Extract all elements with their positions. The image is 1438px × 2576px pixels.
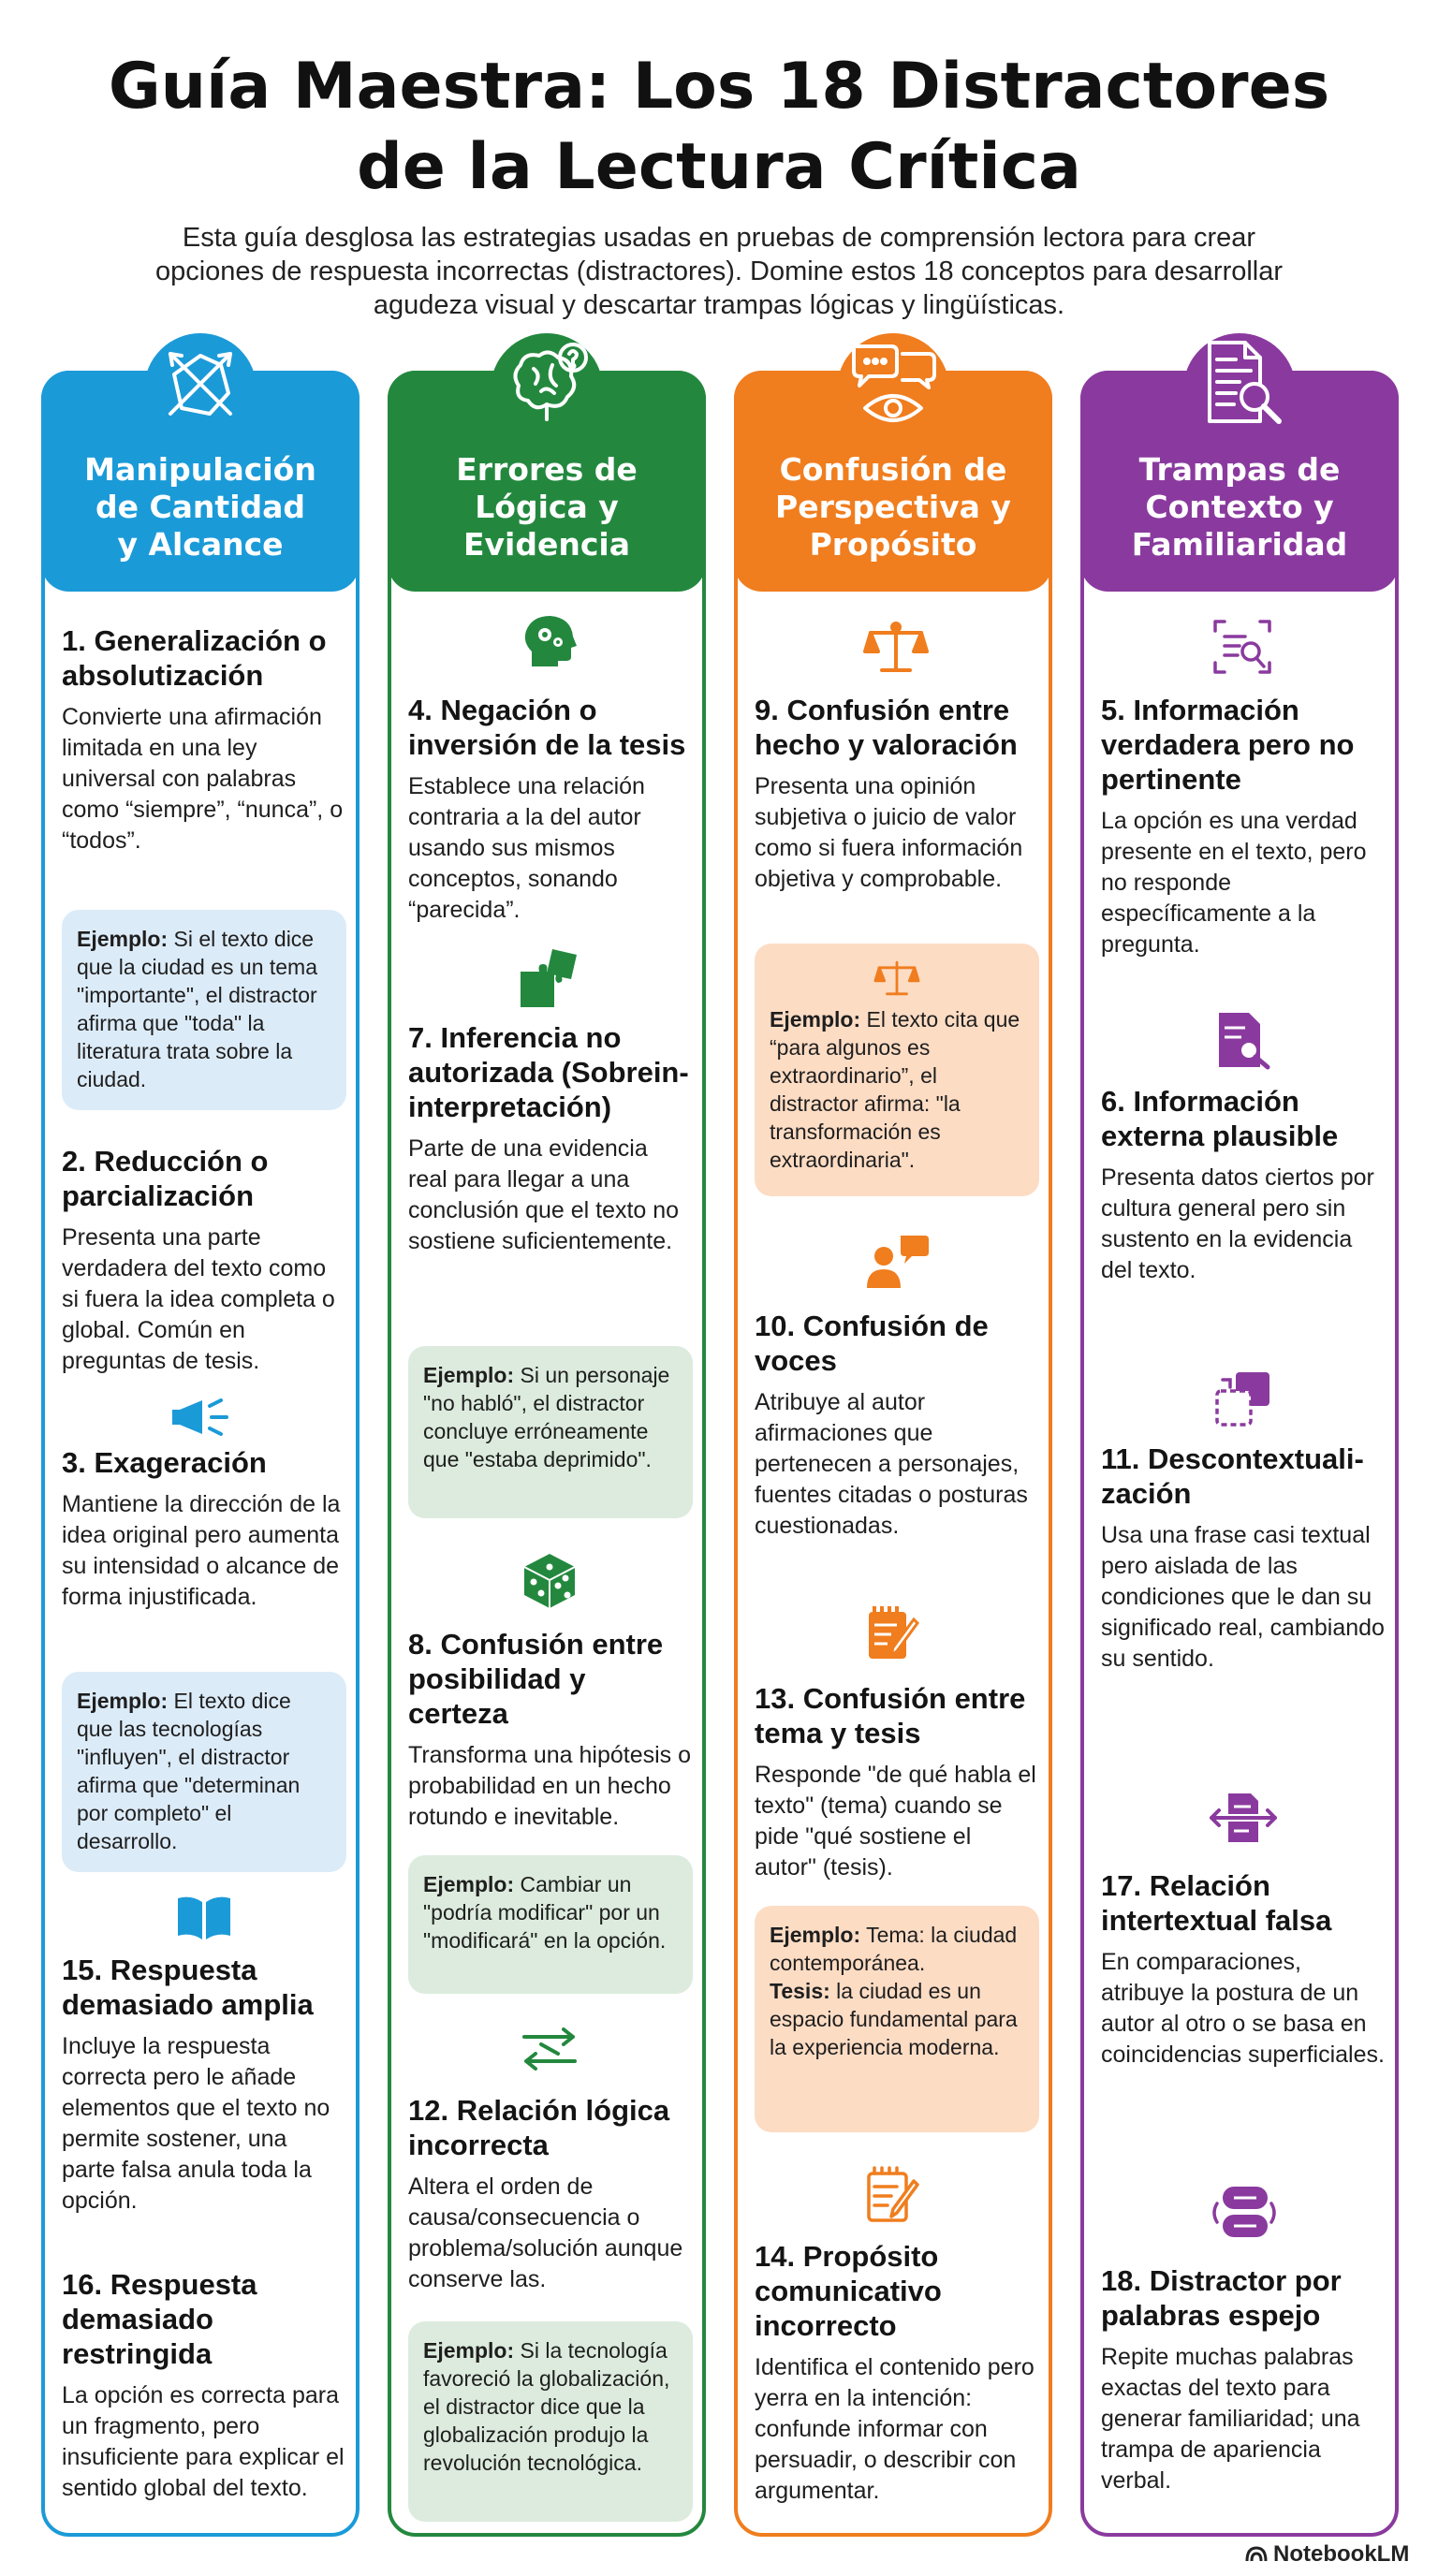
brand-name: NotebookLM <box>1273 2541 1410 2567</box>
item-title: 6. Información externa plausible <box>1101 1085 1339 1152</box>
item-description: Transforma una hipótesis o probabilidad en un hecho rotundo e inevitable. <box>408 1742 692 1830</box>
item-16-respuesta-restringida <box>62 2267 346 2504</box>
column-logica-evidencia <box>388 371 706 2537</box>
item-title: 9. Confusión entre hecho y valoración <box>755 694 1018 761</box>
item-description: Mantiene la dirección de la idea original pero aumenta su intensidad o alcance de forma injustificada. <box>62 1491 341 1610</box>
item-title: 14. Propósito comunicativo incorrecto <box>755 2240 942 2342</box>
document-magnifier-icon <box>1193 337 1286 431</box>
notepad-pencil-icon <box>863 1604 923 1664</box>
head-gears-icon <box>519 610 580 672</box>
column-title: Trampas de Contexto y Familiaridad <box>1131 451 1348 563</box>
item-1-generalizacion <box>62 623 346 856</box>
megaphone-icon <box>170 1393 238 1442</box>
column-cantidad-alcance <box>41 371 360 2537</box>
notepad-pencil-icon <box>863 2166 923 2226</box>
item-3-exageracion <box>62 1445 346 1613</box>
item-17-relacion-intertextual <box>1101 1868 1386 2071</box>
item-title: 15. Respuesta demasiado amplia <box>62 1954 314 2021</box>
brain-question-icon <box>500 337 594 431</box>
mirror-bubbles-icon <box>1210 2183 1279 2243</box>
scales-icon <box>863 620 929 676</box>
column-perspectiva-proposito <box>734 371 1052 2537</box>
item-title: 4. Negación o inversión de la tesis <box>408 694 686 761</box>
column-header <box>1080 371 1399 592</box>
column-header <box>388 371 706 592</box>
dice-icon <box>521 1552 579 1610</box>
notebooklm-brand <box>1245 2540 1423 2569</box>
example-box: Ejemplo: Cambiar un "podría modificar" por un "modificará" en la opción. <box>408 1855 693 1994</box>
item-description: Altera el orden de causa/consecuencia o problema/solución aunque conserve las. <box>408 2174 683 2292</box>
item-title: 18. Distractor por palabras espejo <box>1101 2264 1342 2332</box>
item-description: La opción es una verdad presente en el texto, pero no responde específicamente a la pregunta. <box>1101 808 1367 958</box>
speaker-bubble-icon <box>863 1232 931 1290</box>
item-title: 12. Relación lógica incorrecta <box>408 2094 670 2161</box>
page-title <box>56 47 1382 208</box>
item-description: La opción es correcta para un fragmento, pero insuficiente para explicar el sentido global del texto. <box>62 2382 345 2501</box>
item-11-descontextualizacion <box>1101 1442 1386 1675</box>
column-title: Confusión de Perspectiva y Propósito <box>775 451 1011 563</box>
item-title: 11. Descontextuali-zación <box>1101 1442 1364 1510</box>
column-contexto-familiaridad <box>1080 371 1399 2537</box>
item-4-negacion <box>408 693 693 926</box>
crossed-arrows-icon <box>154 337 247 431</box>
item-7-inferencia <box>408 1020 693 1257</box>
item-title: 17. Relación intertextual falsa <box>1101 1869 1332 1937</box>
page-subtitle: Esta guía desglosa las estrategias usadas en pruebas de comprensión lectora para crear opciones de respuesta incorrectas (distractores). Domine estos 18 conceptos para desarrollar agudeza visual y descartar trampas lógicas y lingüísticas. <box>154 223 1284 320</box>
item-8-posibilidad-certeza <box>408 1627 693 1833</box>
item-description: Repite muchas palabras exactas del texto para generar familiaridad; una trampa de apariencia verbal. <box>1101 2344 1360 2494</box>
item-title: 3. Exageración <box>62 1446 267 1479</box>
item-title: 2. Reducción o parcialización <box>62 1145 269 1212</box>
title-line-1: Guía Maestra: Los 18 Distractores <box>108 50 1330 124</box>
speech-eye-icon <box>846 337 940 431</box>
scales-icon <box>873 959 920 998</box>
scan-magnifier-icon <box>1211 618 1273 676</box>
item-5-informacion-no-pertinente <box>1101 693 1386 960</box>
item-description: Usa una frase casi textual pero aislada de las condiciones que le dan su significado real, cambiando su sentido. <box>1101 1522 1385 1672</box>
notebooklm-logo-icon <box>1245 2544 1268 2563</box>
item-18-palabras-espejo <box>1101 2263 1386 2496</box>
item-15-respuesta-amplia <box>62 1953 346 2217</box>
item-title: 5. Información verdadera pero no pertinente <box>1101 694 1355 796</box>
item-6-informacion-externa <box>1101 1084 1386 1286</box>
item-9-hecho-valoracion <box>755 693 1039 895</box>
item-description: Presenta datos ciertos por cultura general pero sin sustento en la evidencia del texto. <box>1101 1164 1374 1283</box>
item-description: Presenta una opinión subjetiva o juicio de valor como si fuera información objetiva y comprobable. <box>755 773 1023 892</box>
item-2-reduccion <box>62 1144 346 1377</box>
column-header <box>734 371 1052 592</box>
item-12-relacion-logica <box>408 2093 693 2295</box>
item-title: 1. Generalización o absolutización <box>62 624 327 692</box>
column-title: Manipulación de Cantidad y Alcance <box>84 451 316 563</box>
item-title: 8. Confusión entre posibilidad y certeza <box>408 1628 664 1730</box>
column-header <box>41 371 360 592</box>
column-title: Errores de Lógica y Evidencia <box>456 451 638 563</box>
item-description: Atribuye al autor afirmaciones que pertenecen a personajes, fuentes citadas o posturas cuestionadas. <box>755 1389 1028 1539</box>
item-title: 7. Inferencia no autorizada (Sobrein-interpretación) <box>408 1021 689 1123</box>
item-description: Parte de una evidencia real para llegar a una conclusión que el texto no sostiene suficientemente. <box>408 1135 680 1254</box>
item-description: En comparaciones, atribuye la postura de un autor al otro o se basa en coincidencias superficiales. <box>1101 1949 1385 2068</box>
item-13-tema-tesis <box>755 1681 1039 1883</box>
swap-arrows-icon <box>519 2026 580 2072</box>
document-search-icon <box>1213 1009 1271 1071</box>
item-10-confusion-voces <box>755 1309 1039 1542</box>
item-description: Establece una relación contraria a la del autor usando sus mismos conceptos, sonando “parecida”. <box>408 773 645 923</box>
transfer-arrows-icon <box>1210 1790 1277 1852</box>
example-box: Ejemplo: Si un personaje "no habló", el distractor concluye erróneamente que "estaba deprimido". <box>408 1346 693 1518</box>
example-box: Ejemplo: Tema: la ciudad contemporánea. Tesis: la ciudad es un espacio fundamental para la experiencia moderna. <box>755 1906 1039 2132</box>
item-description: Incluye la respuesta correcta pero le añade elementos que el texto no permite sostener, una parte falsa anula toda la opción. <box>62 2033 330 2214</box>
title-line-2: de la Lectura Crítica <box>357 130 1081 204</box>
item-description: Responde "de qué habla el texto" (tema) cuando se pide "qué sostiene el autor" (tesis). <box>755 1762 1036 1881</box>
puzzle-icon <box>517 945 584 1011</box>
example-box: Ejemplo: Si el texto dice que la ciudad es un tema "importante", el distractor afirma que "toda" la literatura trata sobre la ciudad. <box>62 910 346 1110</box>
item-title: 10. Confusión de voces <box>755 1310 989 1377</box>
open-book-icon <box>174 1893 234 1943</box>
example-box: Ejemplo: Si la tecnología favoreció la globalización, el distractor dice que la globalización produjo la revolución tecnológica. <box>408 2321 693 2522</box>
item-description: Presenta una parte verdadera del texto como si fuera la idea completa o global. Común en preguntas de tesis. <box>62 1224 335 1374</box>
copy-frames-icon <box>1211 1368 1275 1430</box>
item-14-proposito-comunicativo <box>755 2239 1039 2507</box>
example-box: Ejemplo: El texto cita que “para algunos es extraordinario”, el distractor afirma: "la transformación es extraordinaria". <box>755 944 1039 1196</box>
item-title: 16. Respuesta demasiado restringida <box>62 2268 257 2370</box>
item-description: Convierte una afirmación limitada en una ley universal con palabras como “siempre”, “nunca”, o “todos”. <box>62 704 344 854</box>
example-box: Ejemplo: El texto dice que las tecnologías "influyen", el distractor afirma que "determinan por completo" el desarrollo. <box>62 1672 346 1872</box>
item-title: 13. Confusión entre tema y tesis <box>755 1682 1026 1749</box>
item-description: Identifica el contenido pero yerra en la intención: confunde informar con persuadir, o describir con argumentar. <box>755 2354 1034 2504</box>
